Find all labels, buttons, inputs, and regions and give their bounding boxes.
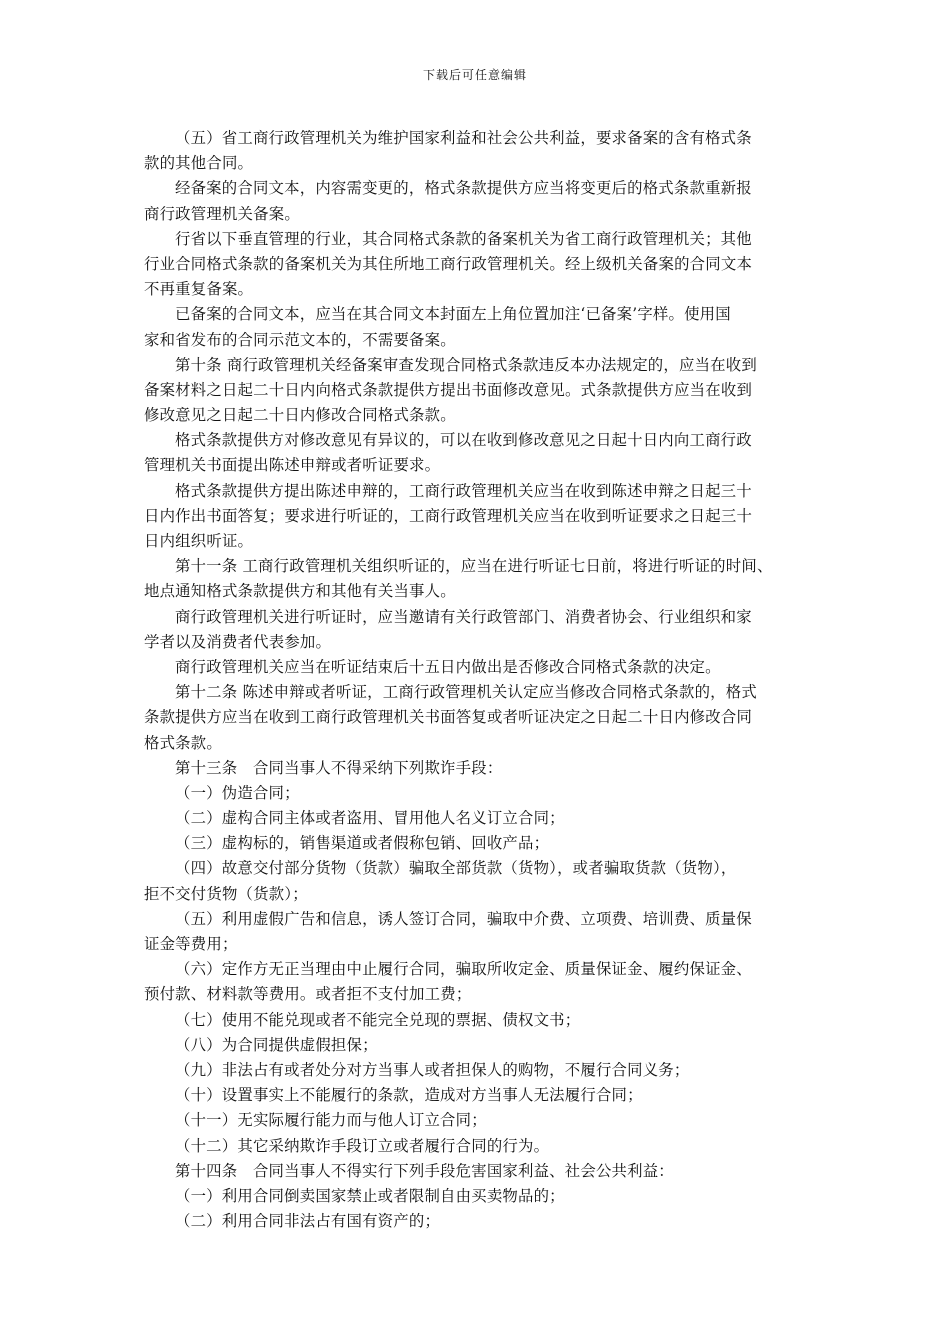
text-line: （九）非法占有或者处分对方当事人或者担保人的购物，不履行合同义务； bbox=[175, 1060, 690, 1079]
text-line: （四）故意交付部分货物（货款）骗取全部货款（货物），或者骗取货款（货物）， bbox=[175, 859, 737, 878]
text-line: 第十三条 合同当事人不得采纳下列欺诈手段： bbox=[175, 758, 503, 777]
text-line: 行省以下垂直管理的行业，其合同格式条款的备案机关为省工商行政管理机关；其他 bbox=[175, 229, 752, 248]
text-line: 证金等费用； bbox=[144, 935, 238, 953]
text-line: （十）设置事实上不能履行的条款，造成对方当事人无法履行合同； bbox=[175, 1086, 643, 1105]
text-line: （十二）其它采纳欺诈手段订立或者履行合同的行为。 bbox=[175, 1136, 550, 1155]
text-line: （八）为合同提供虚假担保； bbox=[175, 1035, 378, 1054]
text-line: 第十二条 陈述申辩或者听证，工商行政管理机关认定应当修改合同格式条款的，格式 bbox=[175, 683, 757, 702]
text-line: 格式条款。 bbox=[144, 733, 222, 752]
text-line: 学者以及消费者代表参加。 bbox=[144, 632, 332, 651]
text-line: 管理机关书面提出陈述申辩或者听证要求。 bbox=[144, 456, 441, 475]
text-line: （七）使用不能兑现或者不能完全兑现的票据、债权文书； bbox=[175, 1010, 581, 1029]
text-line: （五）利用虚假广告和信息，诱人签订合同，骗取中介费、立项费、培训费、质量保 bbox=[175, 909, 752, 928]
text-line: 格式条款提供方提出陈述申辩的，工商行政管理机关应当在收到陈述申辩之日起三十 bbox=[175, 481, 752, 500]
text-line: 商行政管理机关进行听证时，应当邀请有关行政管部门、消费者协会、行业组织和家 bbox=[175, 607, 752, 626]
text-line: （二）利用合同非法占有国有资产的； bbox=[175, 1212, 441, 1231]
text-line: 格式条款提供方对修改意见有异议的，可以在收到修改意见之日起十日内向工商行政 bbox=[175, 431, 752, 450]
text-line: 拒不交付货物（货款）； bbox=[144, 884, 308, 903]
text-line: 备案材料之日起二十日内向格式条款提供方提出书面修改意见。式条款提供方应当在收到 bbox=[144, 380, 753, 399]
text-line: 商行政管理机关备案。 bbox=[144, 204, 300, 223]
text-line: 预付款、材料款等费用。或者拒不支付加工费； bbox=[144, 985, 472, 1004]
page-header: 下载后可任意编辑 bbox=[422, 68, 527, 82]
text-line: （十一）无实际履行能力而与他人订立合同； bbox=[175, 1111, 487, 1130]
text-line: 不再重复备案。 bbox=[144, 280, 254, 299]
text-line: 日内组织听证。 bbox=[144, 532, 254, 550]
text-line: 第十四条 合同当事人不得实行下列手段危害国家利益、社会公共利益： bbox=[175, 1161, 674, 1180]
document-body bbox=[144, 126, 812, 1234]
text-line: 第十条 商行政管理机关经备案审查发现合同格式条款违反本办法规定的，应当在收到 bbox=[175, 355, 757, 374]
text-line: （三）虚构标的，销售渠道或者假称包销、回收产品； bbox=[175, 834, 550, 853]
text-line: 行业合同格式条款的备案机关为其住所地工商行政管理机关。经上级机关备案的合同文本 bbox=[144, 254, 753, 273]
text-line: （一）伪造合同； bbox=[175, 783, 300, 802]
text-line: 商行政管理机关应当在听证结束后十五日内做出是否修改合同格式条款的决定。 bbox=[175, 657, 721, 676]
text-line: 地点通知格式条款提供方和其他有关当事人。 bbox=[144, 582, 456, 601]
text-line: 已备案的合同文本，应当在其合同文本封面左上角位置加注‘已备案’字样。使用国 bbox=[175, 305, 731, 324]
text-line: （五）省工商行政管理机关为维护国家利益和社会公共利益，要求备案的含有格式条 bbox=[175, 129, 752, 147]
text-line: 家和省发布的合同示范文本的，不需要备案。 bbox=[144, 330, 456, 349]
text-line: （二）虚构合同主体或者盗用、冒用他人名义订立合同； bbox=[175, 809, 565, 828]
text-line: 第十一条 工商行政管理机关组织听证的，应当在进行听证七日前，将进行听证的时间、 bbox=[175, 557, 773, 576]
text-line: 款的其他合同。 bbox=[144, 154, 254, 173]
text-line: （一）利用合同倒卖国家禁止或者限制自由买卖物品的； bbox=[175, 1186, 565, 1205]
text-line: 条款提供方应当在收到工商行政管理机关书面答复或者听证决定之日起二十日内修改合同 bbox=[144, 708, 753, 727]
text-line: （六）定作方无正当理由中止履行合同，骗取所收定金、质量保证金、履约保证金、 bbox=[175, 960, 752, 979]
text-line: 修改意见之日起二十日内修改合同格式条款。 bbox=[144, 406, 456, 425]
text-line: 经备案的合同文本，内容需变更的，格式条款提供方应当将变更后的格式条款重新报 bbox=[175, 179, 752, 198]
text-line: 日内作出书面答复；要求进行听证的，工商行政管理机关应当在收到听证要求之日起三十 bbox=[144, 506, 753, 525]
